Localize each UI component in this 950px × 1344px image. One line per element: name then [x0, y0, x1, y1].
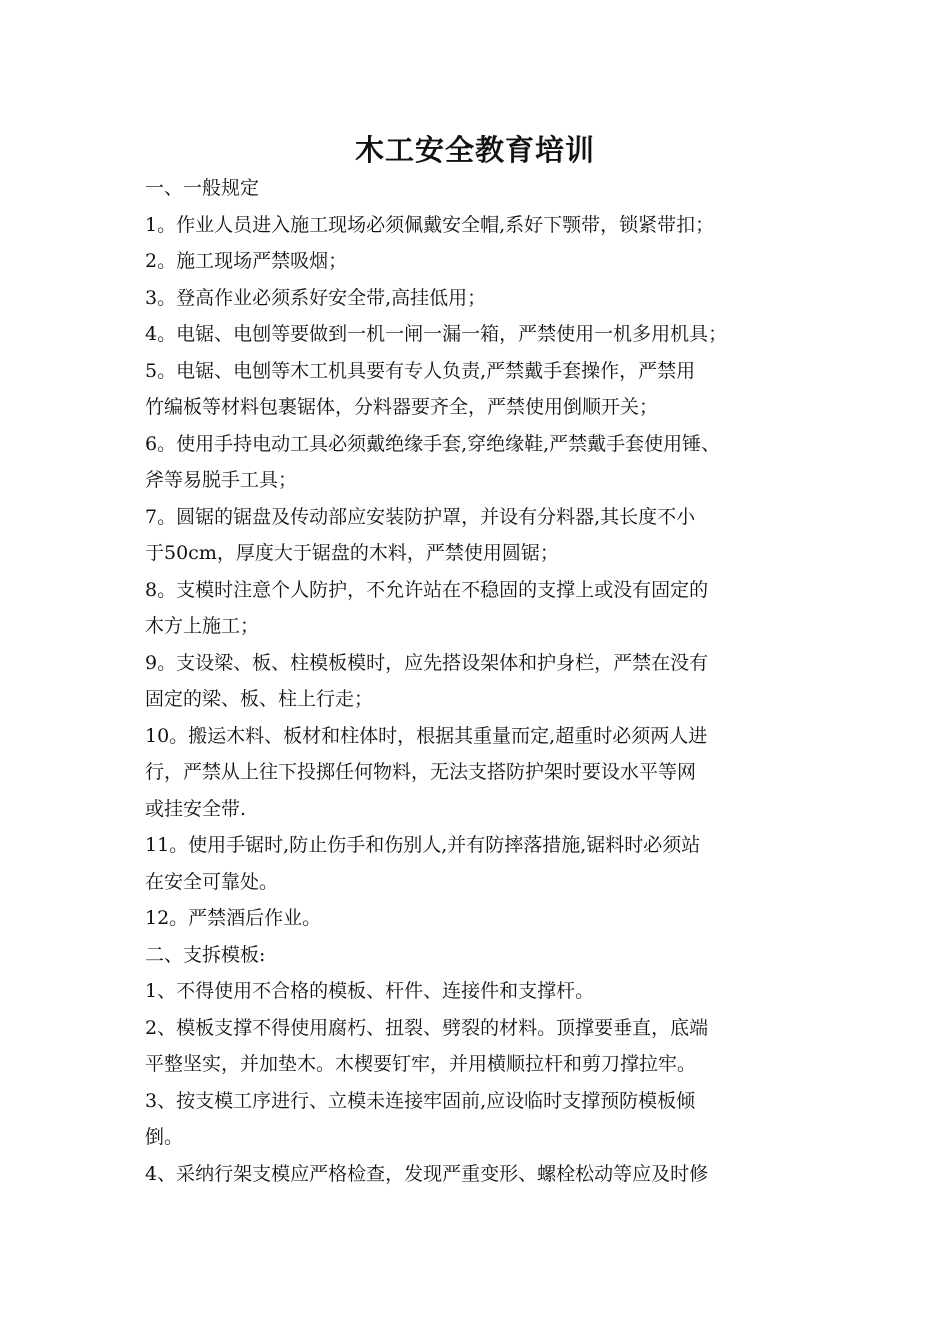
paragraph-line: 行，严禁从上往下投掷任何物料，无法支搭防护架时要设水平等网 — [145, 761, 697, 783]
paragraph-line: 11。使用手锯时,防止伤手和伤别人,并有防摔落措施,锯料时必须站 — [145, 834, 701, 856]
paragraph-line: 3、按支模工序进行、立模未连接牢固前,应设临时支撑预防模板倾 — [145, 1089, 696, 1112]
paragraph-line: 12。严禁酒后作业。 — [145, 907, 322, 929]
paragraph-line: 2、模板支撑不得使用腐朽、扭裂、劈裂的材料。顶撑要垂直，底端 — [145, 1016, 709, 1039]
paragraph-line: 5。电锯、电刨等木工机具要有专人负责,严禁戴手套操作，严禁用 — [145, 359, 696, 382]
section-heading-general: 一、一般规定 — [145, 177, 260, 199]
paragraph-line: 3。登高作业必须系好安全带,高挂低用； — [145, 286, 487, 309]
section-heading-formwork: 二、支拆模板: — [145, 943, 266, 966]
paragraph-line: 斧等易脱手工具； — [145, 469, 298, 491]
paragraph-line: 在安全可靠处。 — [145, 870, 279, 893]
paragraph-line: 固定的梁、板、柱上行走； — [145, 688, 374, 710]
paragraph-line: 倒。 — [145, 1126, 184, 1148]
paragraph-line: 平整坚实，并加垫木。木楔要钉牢，并用横顺拉杆和剪刀撑拉牢。 — [145, 1053, 697, 1075]
paragraph-line: 4、采纳行架支模应严格检查，发现严重变形、螺栓松动等应及时修 — [145, 1162, 709, 1185]
paragraph-line: 9。支设梁、板、柱模板模时，应先搭设架体和护身栏，严禁在没有 — [145, 651, 709, 674]
paragraph-line: 6。使用手持电动工具必须戴绝缘手套,穿绝缘鞋,严禁戴手套使用锤、 — [145, 432, 721, 455]
paragraph-line: 1。作业人员进入施工现场必须佩戴安全帽,系好下颚带，锁紧带扣； — [145, 213, 715, 236]
paragraph-line: 或挂安全带. — [145, 797, 247, 820]
paragraph-line: 8。支模时注意个人防护，不允许站在不稳固的支撑上或没有固定的 — [145, 578, 709, 601]
paragraph-line: 2。施工现场严禁吸烟； — [145, 250, 348, 272]
document-title: 木工安全教育培训 — [354, 133, 595, 167]
paragraph-line: 木方上施工； — [145, 615, 260, 637]
paragraph-line: 竹编板等材料包裹锯体，分料器要齐全，严禁使用倒顺开关； — [145, 396, 659, 418]
paragraph-line: 1、不得使用不合格的模板、杆件、连接件和支撑杆。 — [145, 980, 595, 1002]
paragraph-line: 10。搬运木料、板材和柱体时，根据其重量而定,超重时必须两人进 — [145, 724, 708, 747]
paragraph-line: 4。电锯、电刨等要做到一机一闸一漏一箱，严禁使用一机多用机具； — [145, 323, 728, 345]
paragraph-line: 7。圆锯的锯盘及传动部应安装防护罩，并设有分料器,其长度不小 — [145, 505, 696, 528]
paragraph-line: 于50cm，厚度大于锯盘的木料，严禁使用圆锯； — [145, 542, 559, 564]
document-body — [145, 170, 825, 1192]
